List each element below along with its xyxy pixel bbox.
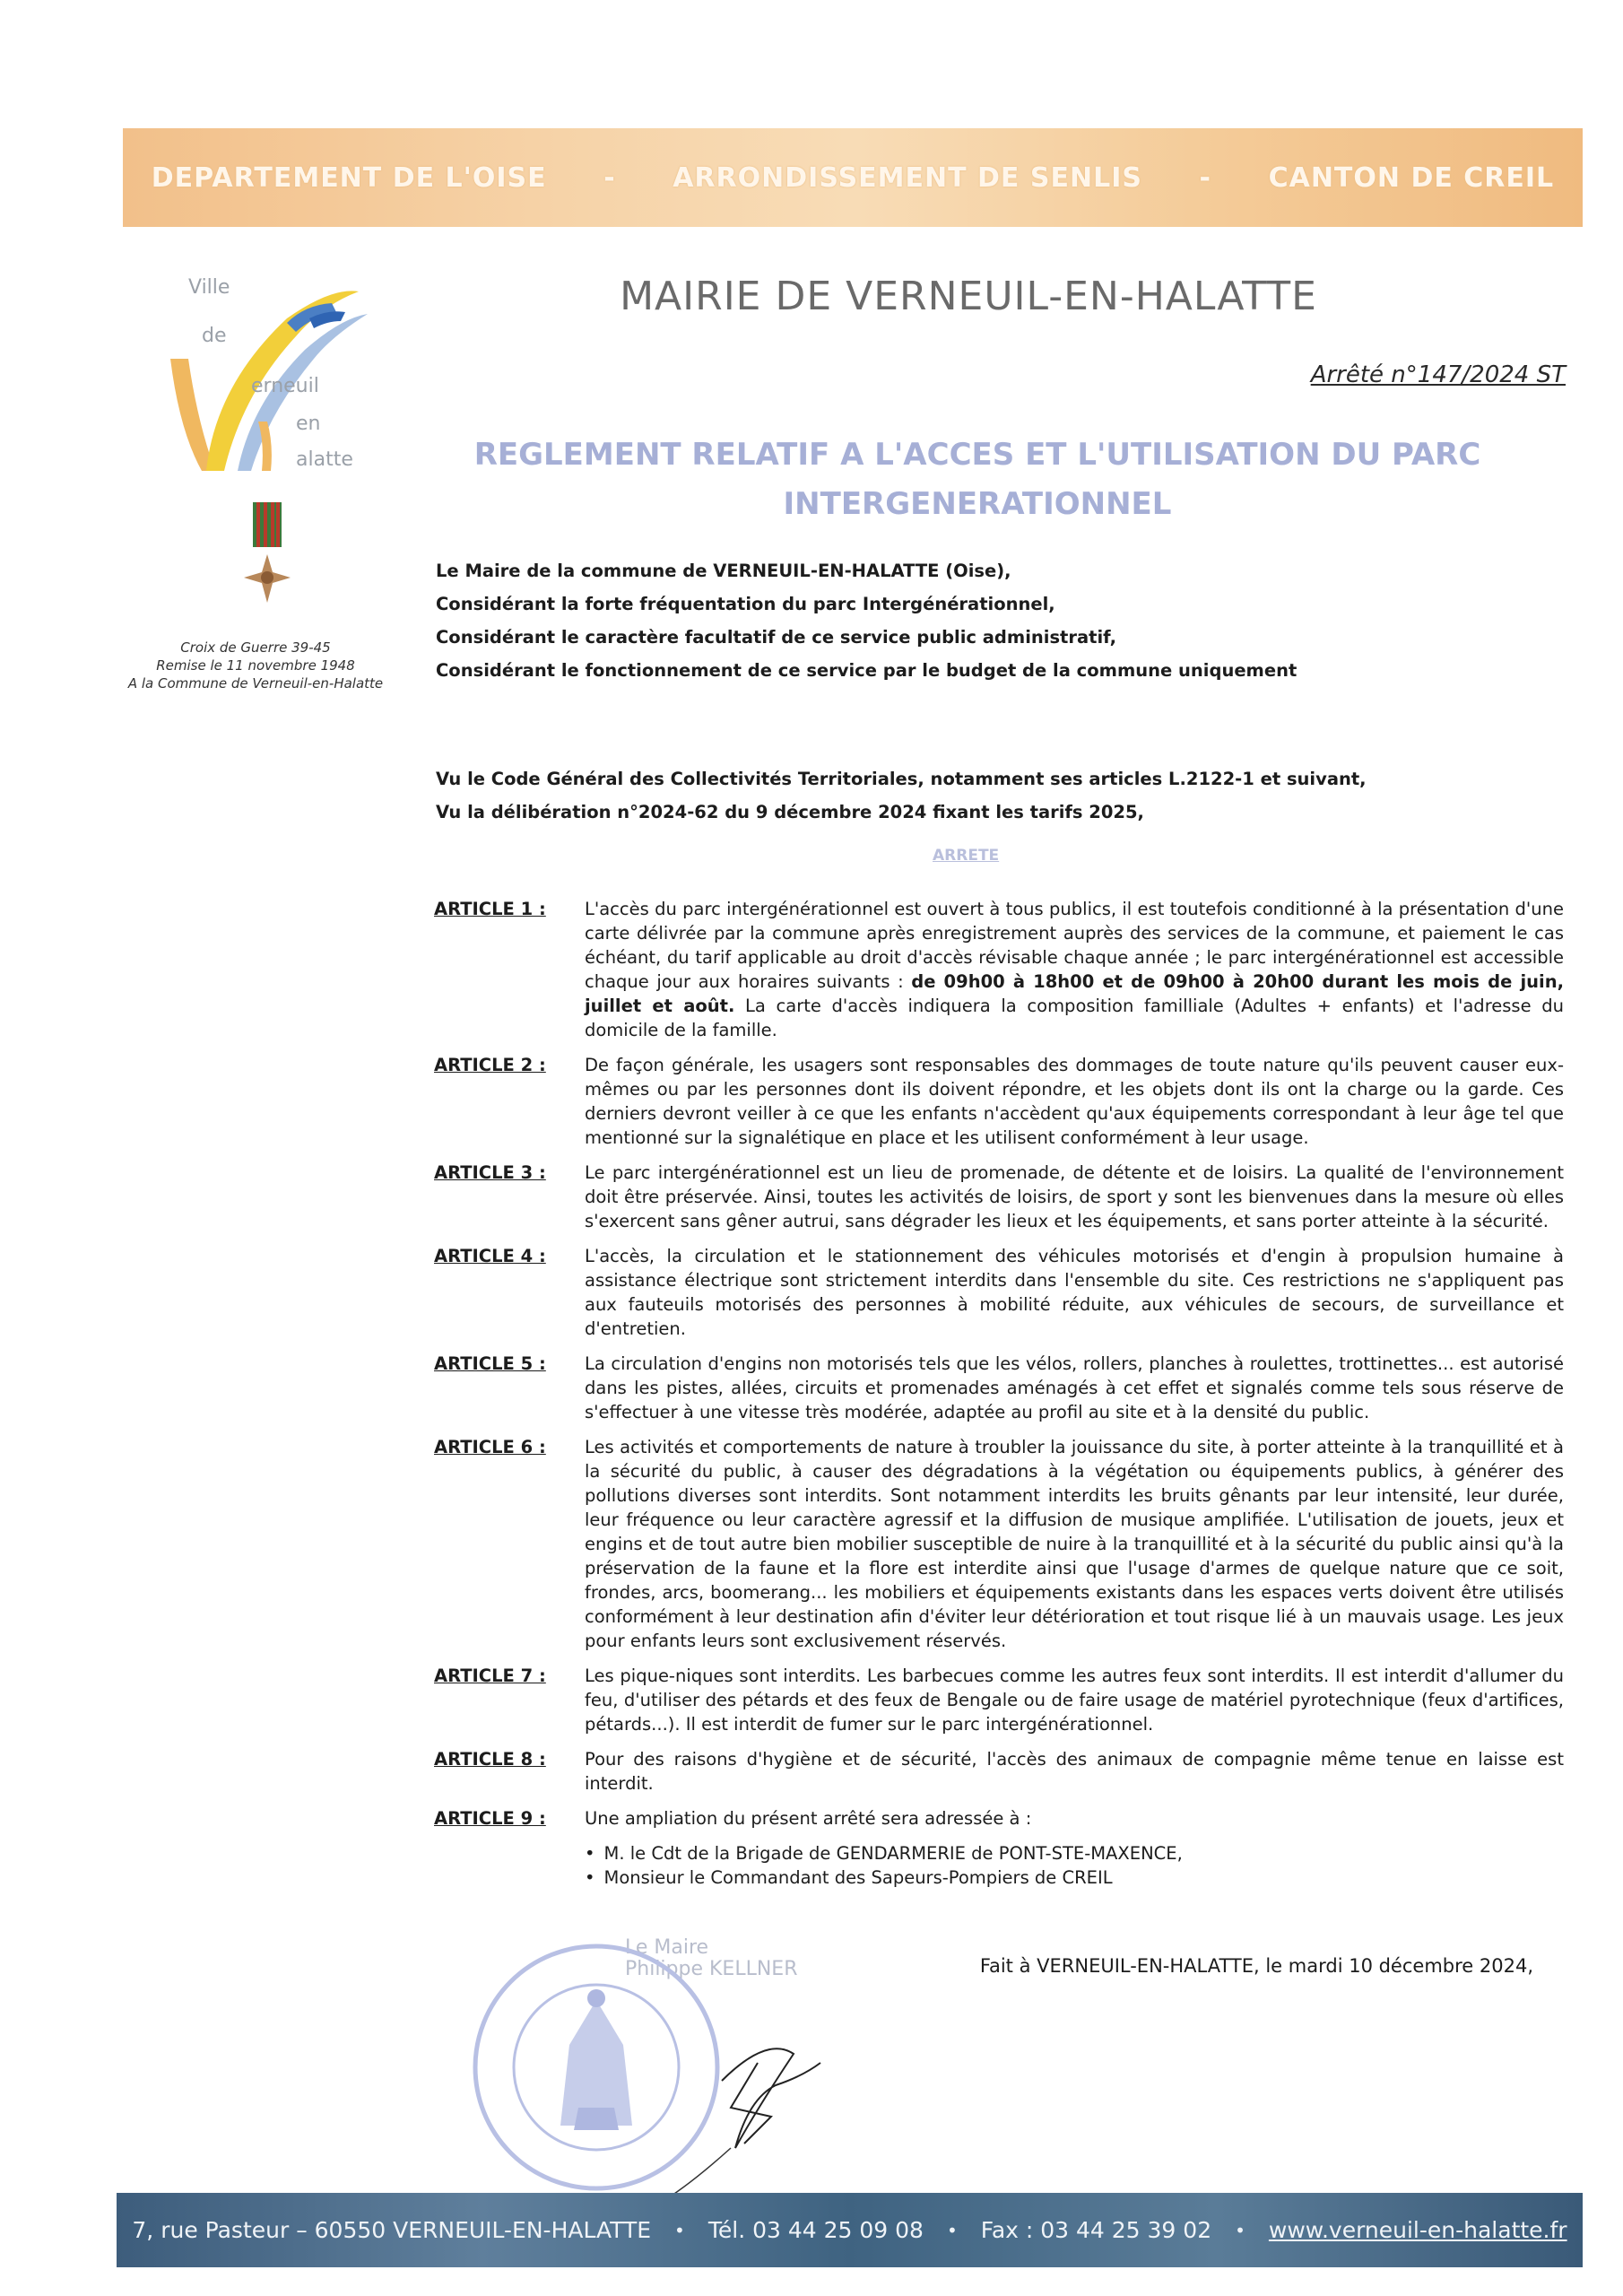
ampliation-list bbox=[585, 1841, 1564, 1890]
article-label: ARTICLE 2 : bbox=[434, 1055, 546, 1075]
visas bbox=[436, 762, 1557, 829]
article-text-bold: de 09h00 à 18h00 et de 09h00 à 20h00 durant les mois de juin, juillet et août. bbox=[585, 971, 1564, 1016]
article-text: De façon générale, les usagers sont responsables des dommages de toute nature qu'ils peuvent causer eux-mêmes ou par les personnes dont ils doivent répondre, et les objets dont ils ont la charge ou la garde. Ces derniers devront veiller à ce que les enfants n'accèdent qu'aux équipements correspondant à leur âge tel que mentionné sur la signalétique en place et les utilisent conformément à leur usage. bbox=[585, 1055, 1564, 1148]
considerant-line: Considérant le fonctionnement de ce service par le budget de la commune uniquement bbox=[436, 660, 1298, 681]
article bbox=[434, 1352, 1564, 1424]
article-label: ARTICLE 1 : bbox=[434, 899, 546, 919]
arrete-heading: ARRETE bbox=[933, 847, 1000, 865]
signature-area bbox=[462, 1928, 838, 2224]
article-text: L'accès, la circulation et le stationnement des véhicules motorisés et d'engin à propulsion humaine à assistance électrique sont strictement interdits dans l'ensemble du site. Ces restrictions ne s'appliquent pas aux fauteuils motorisés des personnes à mobilité réduite, aux véhicules de secours, de surveillance et d'entretien. bbox=[585, 1246, 1564, 1339]
article-text: Les pique-niques sont interdits. Les barbecues comme les autres feux sont interdits. Il est interdit d'allumer du feu, d'utiliser des pétards et des feux de Bengale ou de faire usage de matériel pyrotechnique (feux d'artifices, pétards...). Il est interdit de fumer sur le parc intergénérationnel. bbox=[585, 1665, 1564, 1735]
article bbox=[434, 1435, 1564, 1653]
banner-departement: DEPARTEMENT DE L'OISE bbox=[151, 161, 547, 194]
article-label: ARTICLE 3 : bbox=[434, 1162, 546, 1183]
visa-line: Vu la délibération n°2024-62 du 9 décembre 2024 fixant les tarifs 2025, bbox=[436, 802, 1144, 822]
footer-bullet: • bbox=[946, 2219, 958, 2241]
banner-canton: CANTON DE CREIL bbox=[1268, 161, 1555, 194]
article-label: ARTICLE 5 : bbox=[434, 1353, 546, 1374]
footer-bullet: • bbox=[674, 2219, 685, 2241]
maire-name: Philippe KELLNER bbox=[625, 1958, 798, 1980]
logo-word: de bbox=[202, 325, 227, 347]
article bbox=[434, 897, 1564, 1042]
banner-separator: - bbox=[1199, 161, 1211, 194]
city-logo bbox=[152, 269, 386, 484]
medal-caption-line: A la Commune de Verneuil-en-Halatte bbox=[127, 675, 384, 691]
croix-de-guerre-medal-icon bbox=[240, 502, 294, 619]
article bbox=[434, 1053, 1564, 1150]
visa-line: Vu le Code Général des Collectivités Territoriales, notamment ses articles L.2122-1 et suivant, bbox=[436, 769, 1367, 789]
considerant-line: Le Maire de la commune de VERNEUIL-EN-HALATTE (Oise), bbox=[436, 561, 1011, 581]
article-text: Le parc intergénérationnel est un lieu de promenade, de détente et de loisirs. La qualité de l'environnement doit être préservée. Ainsi, toutes les activités de loisirs, de sport y sont les bienvenues dans la mesure où elles s'exercent sans gêner autrui, sans dégrader les lieux et les équipements, et sans porter atteinte à la sécurité. bbox=[585, 1162, 1564, 1231]
article-text: La circulation d'engins non motorisés tels que les vélos, rollers, planches à roulettes, trottinettes... est autorisé dans les pistes, allées, circuits et promenades aménagés à cet effet et signalés comme tels sous réserve de s'effectuer à une vitesse très modérée, adaptée au profil au site et à la densité du public. bbox=[585, 1353, 1564, 1422]
article-text: Les activités et comportements de nature à troubler la jouissance du site, à porter atteinte à la tranquillité et à la sécurité du public, à causer des dégradations à la végétation ou équipements publics, à générer des pollutions diverses sont interdits. Sont notamment interdits les bruits gênants par leur intensité, leur durée, leur fréquence ou leur caractère agressif et la diffusion de musique amplifiée. L'utilisation de jouets, jeux et engins et de tout autre bien mobilier susceptible de nuire à la tranquillité et à la sécurité du public ainsi qu'à la préservation de la faune et la flore est interdite ainsi que l'usage d'armes de quelque nature que ce soit, frondes, arcs, boomerang... les mobiliers et équipements existants dans les espaces verts doivent être utilisés conformément à leur destination afin d'éviter leur détérioration et tout risque lié à un mauvais usage. Les jeux pour enfants leurs sont exclusivement réservés. bbox=[585, 1437, 1564, 1651]
article-text: Une ampliation du présent arrêté sera adressée à : bbox=[585, 1808, 1032, 1829]
article-label: ARTICLE 7 : bbox=[434, 1665, 546, 1686]
ampliation-item: • Monsieur le Commandant des Sapeurs-Pompiers de CREIL bbox=[585, 1866, 1564, 1890]
reglement-title-line: REGLEMENT RELATIF A L'ACCES ET L'UTILISATION DU PARC bbox=[473, 437, 1481, 473]
banner-arrondissement: ARRONDISSEMENT DE SENLIS bbox=[673, 161, 1142, 194]
article-label: ARTICLE 8 : bbox=[434, 1749, 546, 1770]
articles bbox=[434, 897, 1564, 1890]
logo-word: alatte bbox=[296, 448, 353, 471]
mairie-title: MAIRIE DE VERNEUIL-EN-HALATTE bbox=[620, 274, 1317, 319]
footer-bullet: • bbox=[1235, 2219, 1245, 2241]
top-banner bbox=[123, 128, 1583, 227]
considerant-line: Considérant la forte fréquentation du parc Intergénérationnel, bbox=[436, 594, 1055, 614]
article bbox=[434, 1161, 1564, 1233]
article-label: ARTICLE 6 : bbox=[434, 1437, 546, 1457]
medal-caption bbox=[117, 639, 395, 692]
medal-caption-line: Remise le 11 novembre 1948 bbox=[156, 657, 355, 674]
considerant-line: Considérant le caractère facultatif de ce service public administratif, bbox=[436, 627, 1116, 648]
article-text: Pour des raisons d'hygiène et de sécurité, l'accès des animaux de compagnie même tenue en laisse est interdit. bbox=[585, 1749, 1564, 1794]
article bbox=[434, 1664, 1564, 1736]
footer-phone: Tél. 03 44 25 09 08 bbox=[707, 2217, 924, 2243]
article bbox=[434, 1747, 1564, 1796]
article-text-part: L'accès du parc intergénérationnel est ouvert à tous publics, il est toutefois conditionné à la présentation d'une carte délivrée par la commune après enregistrement auprès des services de la commune, et paiement le cas échéant, du tarif applicable au droit d'accès révisable chaque année ; le parc intergénérationnel est accessible chaque jour aux horaires suivants : bbox=[585, 899, 1564, 992]
article bbox=[434, 1244, 1564, 1341]
medal-caption-line: Croix de Guerre 39-45 bbox=[180, 639, 331, 656]
official-stamp-icon bbox=[462, 1928, 838, 2224]
logo-word: erneuil bbox=[251, 375, 319, 397]
banner-separator: - bbox=[603, 161, 616, 194]
article-text bbox=[585, 897, 1564, 1042]
article-text-part: La carte d'accès indiquera la composition familliale (Adultes + enfants) et l'adresse du domicile de la famille. bbox=[585, 996, 1564, 1040]
logo-word: en bbox=[296, 413, 321, 435]
footer-address: 7, rue Pasteur – 60550 VERNEUIL-EN-HALATTE bbox=[132, 2217, 652, 2243]
reglement-title-line: INTERGENERATIONNEL bbox=[783, 486, 1172, 522]
footer-fax: Fax : 03 44 25 39 02 bbox=[980, 2217, 1212, 2243]
maire-title: Le Maire bbox=[625, 1936, 709, 1959]
reglement-title bbox=[466, 430, 1488, 529]
article-label: ARTICLE 4 : bbox=[434, 1246, 546, 1266]
footer-banner bbox=[117, 2193, 1583, 2267]
footer-website-link[interactable]: www.verneuil-en-halatte.fr bbox=[1268, 2217, 1567, 2243]
logo-word: Ville bbox=[188, 276, 230, 299]
article bbox=[434, 1806, 1564, 1831]
considerants bbox=[436, 554, 1557, 687]
ampliation-item: • M. le Cdt de la Brigade de GENDARMERIE de PONT-STE-MAXENCE, bbox=[585, 1841, 1564, 1866]
article-label: ARTICLE 9 : bbox=[434, 1808, 546, 1829]
arrete-number: Arrêté n°147/2024 ST bbox=[1310, 361, 1566, 388]
fait-a-line: Fait à VERNEUIL-EN-HALATTE, le mardi 10 décembre 2024, bbox=[979, 1955, 1533, 1977]
